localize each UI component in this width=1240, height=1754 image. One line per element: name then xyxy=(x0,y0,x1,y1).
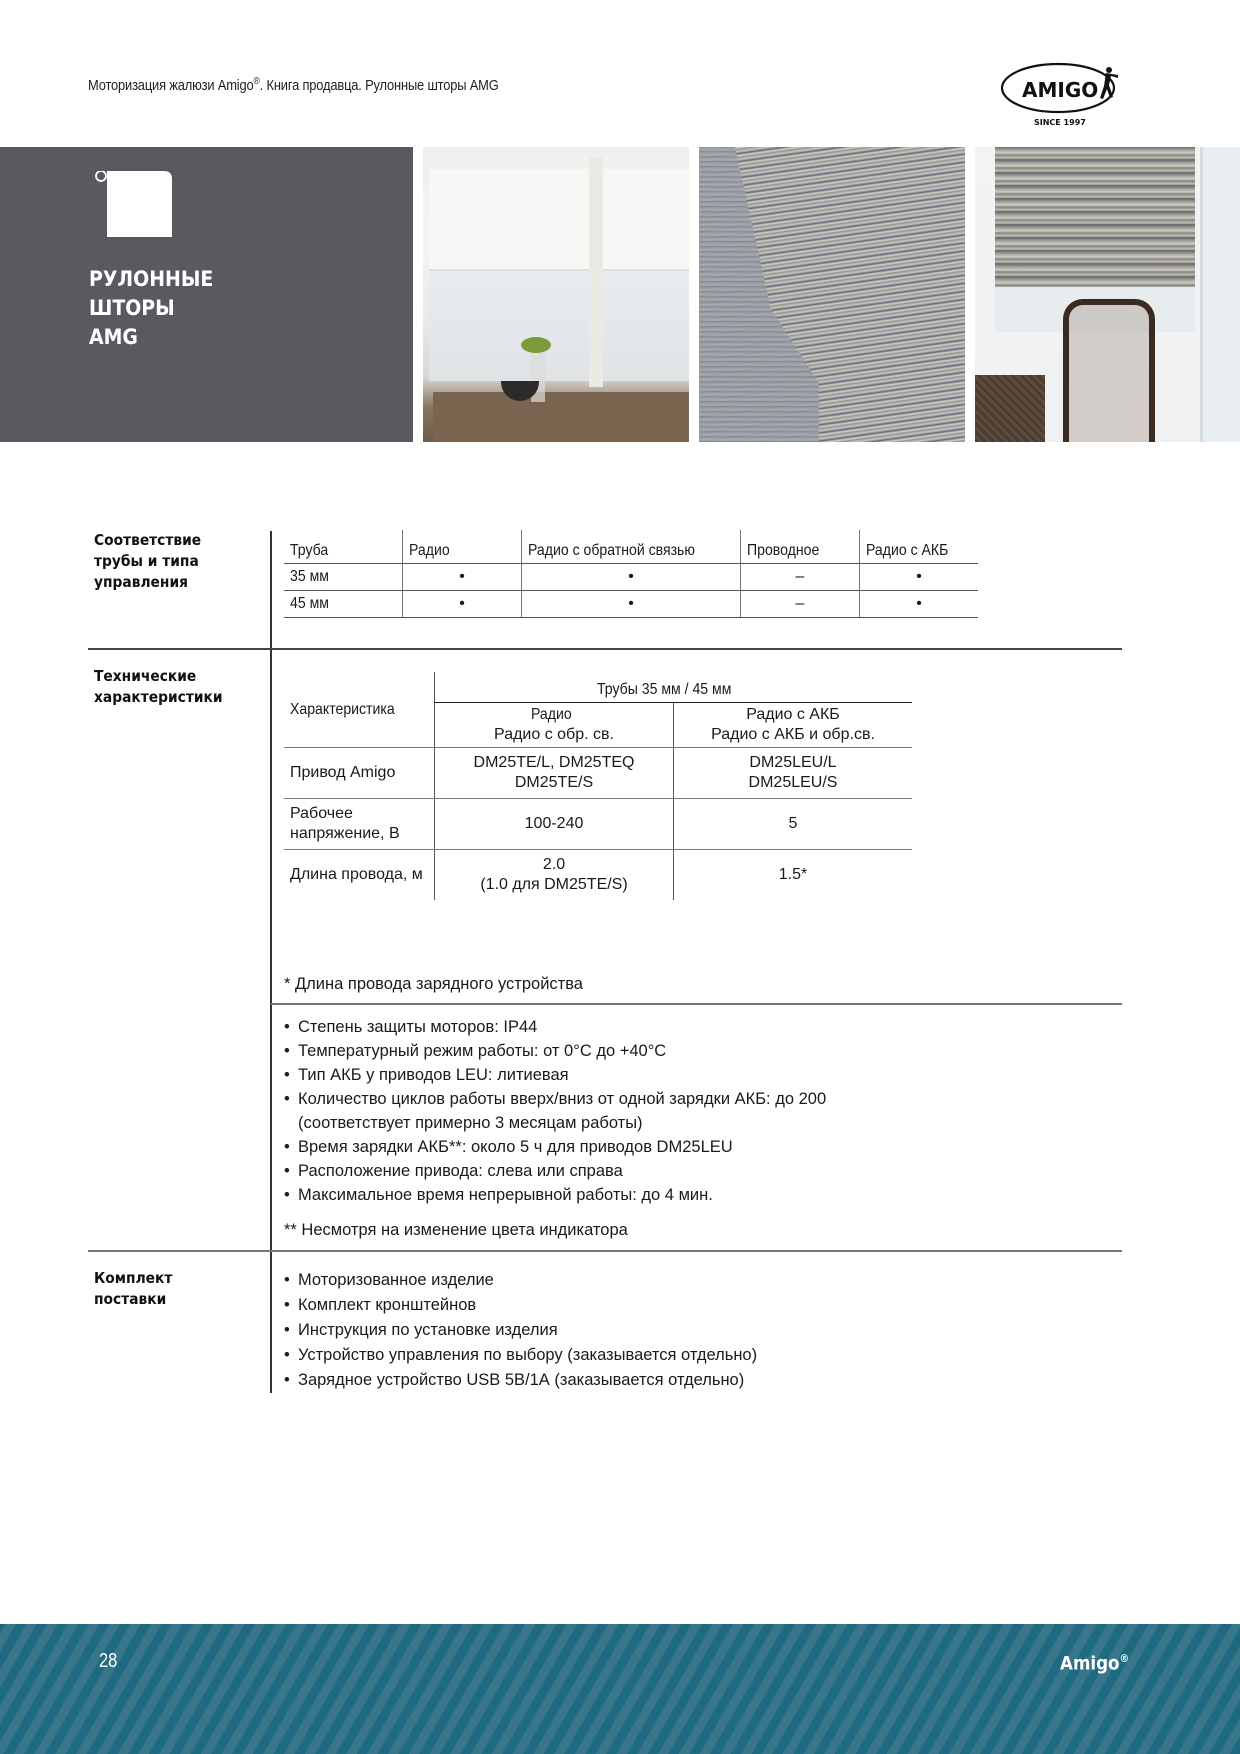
table-cell: – xyxy=(741,564,860,591)
table-cell: 5 xyxy=(674,799,913,850)
table-cell: • xyxy=(522,564,741,591)
photo-striped-blind-chair xyxy=(975,147,1240,442)
table-cell: DM25LEU/L DM25LEU/S xyxy=(674,748,913,799)
specs-row-label: Привод Amigo xyxy=(284,748,435,799)
list-item: • Максимальное время непрерывной работы: до 4 мин. xyxy=(284,1186,713,1204)
section-divider-vertical xyxy=(270,531,272,1393)
table-cell: 2.0 (1.0 для DM25TE/S) xyxy=(435,850,674,901)
list-item: • Температурный режим работы: от 0°С до +40°С xyxy=(284,1042,667,1060)
photo-room-roller-blinds xyxy=(423,147,689,442)
specs-row-header: Характеристика xyxy=(284,672,435,748)
specs-group-header: Трубы 35 мм / 45 мм xyxy=(435,672,913,703)
section-label-compatibility: Соответствие трубы и типа управления xyxy=(94,531,202,591)
table-row xyxy=(284,591,978,618)
list-item: • Расположение привода: слева или справа xyxy=(284,1162,623,1180)
list-item: • Зарядное устройство USB 5В/1А (заказывается отдельно) xyxy=(284,1371,745,1389)
list-item: • Комплект кронштейнов xyxy=(284,1296,477,1314)
registered-mark: ® xyxy=(253,76,260,87)
table-header-row xyxy=(284,530,978,564)
roller-blind-icon xyxy=(94,171,174,237)
table-cell: • xyxy=(860,564,979,591)
table-cell: 1.5* xyxy=(674,850,913,901)
section-divider xyxy=(271,1003,1122,1005)
logo-wordmark: AMIGO xyxy=(1022,78,1099,102)
list-item: • Инструкция по установке изделия xyxy=(284,1321,558,1339)
table-cell: DM25TE/L, DM25TEQ DM25TE/S xyxy=(435,748,674,799)
compatibility-table xyxy=(284,530,978,618)
footer-brand xyxy=(1060,1652,1129,1674)
runner-icon xyxy=(1100,67,1118,99)
table-cell: • xyxy=(403,591,522,618)
header-title-part: Моторизация жалюзи Amigo xyxy=(88,77,254,94)
list-item: • Устройство управления по выбору (заказывается отдельно) xyxy=(284,1346,758,1364)
list-item-continuation: (соответствует примерно 3 месяцам работы) xyxy=(298,1114,643,1132)
table-cell: 45 мм xyxy=(284,591,403,618)
specs-row-label: Рабочее напряжение, В xyxy=(284,799,435,850)
section-divider xyxy=(88,648,1122,650)
section-label-specs: Технические характеристики xyxy=(94,667,223,706)
specs-table xyxy=(284,672,912,900)
table-row xyxy=(284,564,978,591)
photo-fabric-texture xyxy=(699,147,965,442)
list-item: • Моторизованное изделие xyxy=(284,1271,494,1289)
table-row xyxy=(284,850,912,901)
table-row xyxy=(284,748,912,799)
hero-panel xyxy=(0,147,413,442)
table-header-cell: Проводное xyxy=(741,530,860,564)
specs-row-label: Длина провода, м xyxy=(290,866,423,883)
table-header-cell: Труба xyxy=(284,530,403,564)
list-item: • Тип АКБ у приводов LEU: литиевая xyxy=(284,1066,569,1084)
footnote-cable-length: * Длина провода зарядного устройства xyxy=(284,975,583,993)
amigo-logo xyxy=(1000,58,1125,128)
hero-title xyxy=(89,265,213,352)
table-header-cell: Радио с АКБ xyxy=(860,530,979,564)
table-header-cell: Радио xyxy=(403,530,522,564)
logo-tagline: SINCE 1997 xyxy=(1034,118,1086,127)
table-header-cell: Радио с обратной связью xyxy=(522,530,741,564)
specs-col-header: Радио с АКБ Радио с АКБ и обр.св. xyxy=(674,703,913,748)
registered-mark: ® xyxy=(1119,1652,1130,1665)
page-footer xyxy=(0,1624,1240,1754)
document-header-title xyxy=(88,76,499,94)
list-item: • Количество циклов работы вверх/вниз от одной зарядки АКБ: до 200 (соответствует примерно 3 месяцам работы) xyxy=(284,1090,827,1132)
table-cell: – xyxy=(741,591,860,618)
footnote-indicator: ** Несмотря на изменение цвета индикатора xyxy=(284,1221,628,1239)
header-title-part: . Книга продавца. Рулонные шторы AMG xyxy=(259,77,499,94)
delivery-bullet-list xyxy=(284,1268,757,1393)
table-cell: 100-240 xyxy=(435,799,674,850)
table-cell: • xyxy=(522,591,741,618)
table-cell: • xyxy=(403,564,522,591)
brand-name: Amigo xyxy=(1060,1652,1120,1675)
hero-title-line: AMG xyxy=(89,325,138,349)
list-item: • Время зарядки АКБ**: около 5 ч для приводов DM25LEU xyxy=(284,1138,733,1156)
table-cell: 35 мм xyxy=(284,564,403,591)
section-divider xyxy=(88,1250,1122,1252)
table-row xyxy=(284,799,912,850)
specs-col-header: Радио Радио с обр. св. xyxy=(435,703,674,748)
list-item: • Степень защиты моторов: IP44 xyxy=(284,1018,538,1036)
table-cell: • xyxy=(860,591,979,618)
specs-bullet-list xyxy=(284,1015,826,1207)
hero-title-line: ШТОРЫ xyxy=(89,296,175,320)
section-label-delivery: Комплект поставки xyxy=(94,1269,173,1308)
page-number: 28 xyxy=(99,1650,118,1672)
hero-title-line: РУЛОННЫЕ xyxy=(89,267,214,291)
